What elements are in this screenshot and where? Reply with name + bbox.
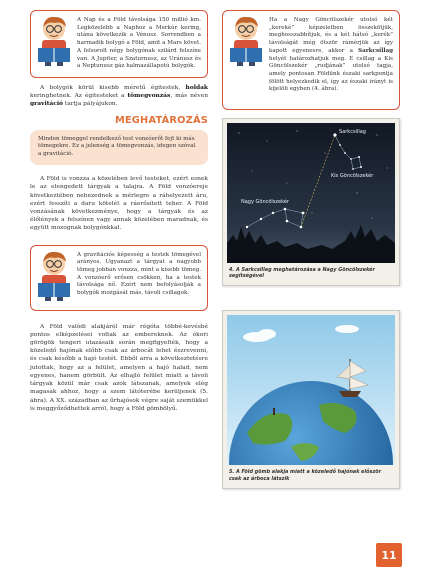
paragraph-earth-attraction <box>30 175 208 232</box>
fig4-label-nagy-goncol: Nagy Göncölszekér <box>241 199 289 205</box>
night-sky-image <box>227 123 395 263</box>
reading-kid-icon <box>35 250 73 302</box>
term-tomegvonzas: tömegvonzás <box>127 92 171 100</box>
term-sarkcsillag: Sarkcsillag <box>358 47 393 54</box>
north-star-text-a: Ha a Nagy Göncölszekér utolsó két „kereké” képzeletben összekötjük, meghosszabbítjuk, és a két hátsó „kerék” távolságát még ötször rámérjük az így kapott egyenesre, akkor a <box>269 17 393 54</box>
page-number: 11 <box>376 543 402 567</box>
left-column <box>30 10 208 415</box>
paragraph-earth-shape <box>30 323 208 413</box>
moons-text-a: A bolygók körül kisebb méretű égitestek, <box>40 84 186 91</box>
north-star-text-b: helyét határozhatjuk meg. E csillag a Kis Göncölszekér „rudjának” utolsó tagja, amely pontosan Földünk északi sarkpontja fölött helyezkedik el, így az északi irányt is kijelöli egyben (4. ábra). <box>269 55 393 93</box>
moons-text-c: , más néven <box>170 93 208 100</box>
moons-text-b: keringhetnek. Az égitesteket a <box>30 93 128 100</box>
reading-kid-icon <box>35 15 73 67</box>
info-box-gravity <box>30 245 208 311</box>
right-column <box>222 10 400 489</box>
term-gravitacio: gravitáció <box>30 100 63 108</box>
info-box-north-star-text <box>269 17 393 94</box>
figure-5-caption: 5. A Föld gömb alakja miatt a közeledő hajónak először csak az árboca látszik <box>229 469 382 482</box>
fig4-label-sarkcsillag: Sarkcsillag <box>339 129 366 135</box>
moons-text-d: tartja pályájukon. <box>63 101 118 108</box>
reading-kid-icon <box>227 15 265 67</box>
figure-4-card <box>222 118 400 286</box>
info-box-solar-system-text: A Nap és a Föld távolsága 150 millió km. Legközelebb a Naphoz a Merkúr kering, utána következik a Vénusz. Sorrendben a harmadik bolygó a Föld, amit a Mars követ. A felsorolt négy bolygónak szilárd felszíne van. A Jupiter, a Szaturnusz, az Uránusz és a Neptunusz gáz halmazállapotú bolygók. <box>77 17 201 70</box>
earth-ship-image <box>227 315 395 465</box>
info-box-north-star <box>222 10 400 110</box>
info-box-solar-system <box>30 10 208 78</box>
fig4-label-kis-goncol: Kis Göncölszekér <box>331 173 374 179</box>
info-box-gravity-text: A gravitációs képesség a testek tömegével arányos. Ugyanazt a tárgyat a nagyobb tömeg jobban vonzza, mint a kisebb tömeg. A vonzóerő erősen csökken, ha a testek távolsága nő. Ezért nem befolyásolják a bolygók mozgását más, távoli csillagok. <box>77 251 201 297</box>
term-holdak: holdak <box>185 83 208 91</box>
figure-4-caption: 4. A Sarkcsillag meghatározása a Nagy Göncölszekér segítségével <box>229 267 375 280</box>
paragraph-moons-gravity <box>30 84 208 109</box>
definition-box: Minden tömeggel rendelkező test vonzóerőt fejt ki más tömegekre. Ez a jelenség a tömegvonzás, idegen szóval a gravitáció. <box>30 130 208 166</box>
earth-attraction-text: A Föld is vonzza a közelében levő testeket, ezért esnek le az elengedett tárgyak a talajra. A Föld vonzóereje következtében nehezednek a mérlegre a ráhelyezett áru, ezért fesszíti a daru kötelét a ráerősített teher. A Föld vonzásának következménye, hogy a tárgyak és az élőlények a felszínen vagy annak közelében maradnak, és együtt mozognak bolygónkkal. <box>30 176 208 232</box>
earth-shape-text: A Föld valódi alakjáról már régóta többé-kevésbé pontos elképzelései voltak az embereknek. Az ókori görögök tengeri utazásaik során megfigyelték, hogy a közeledő hajónak előbb csak az árbocát lehet észrevenni, és csak később a hajó testét. Ebből arra a következtetésre jutottak, hogy az a felület, amelyen a hajó halad, nem egyenes, hanem görbült. Az elhajló felület miatt a távoli tárgyak közül már csak azok látszanak, amelyek elég magasak ahhoz, hogy a szem látóterébe kerüljenek (5. ábra). A XX. században az űrhajósok végre saját szemükkel is meggyőződhettek arról, hogy a Föld gömbölyű. <box>30 323 208 412</box>
figure-5-card <box>222 310 400 488</box>
definition-title: MEGHATÁROZÁS <box>114 114 208 126</box>
